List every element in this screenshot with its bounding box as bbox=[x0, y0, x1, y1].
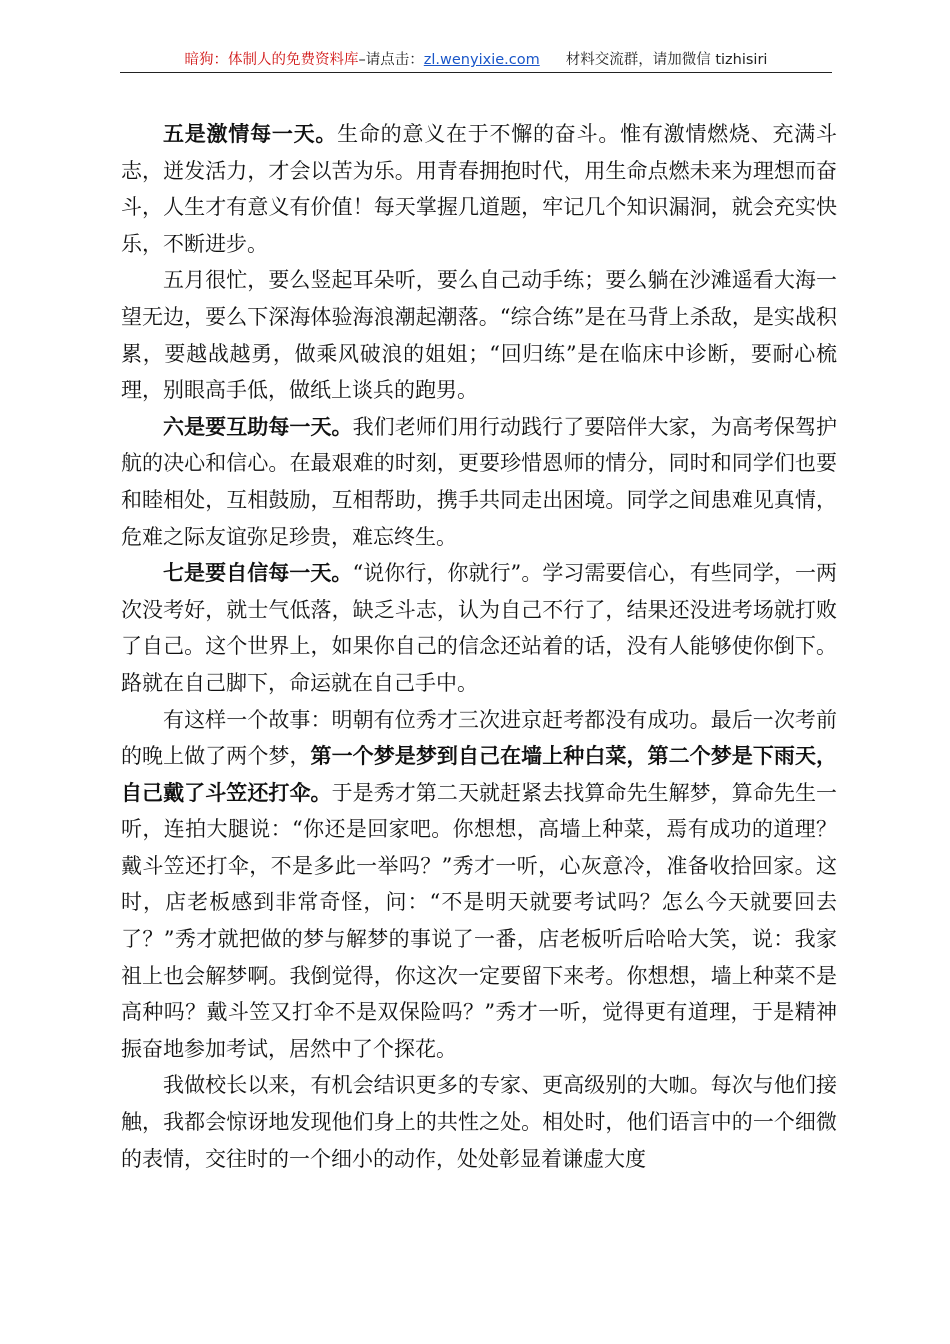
paragraph-lead: 七是要自信每一天。 bbox=[163, 560, 353, 586]
paragraph-text-post: 于是秀才第二天就赶紧去找算命先生解梦，算命先生一听，连拍大腿说：“你还是回家吧。你想想，高墙上种菜，焉有成功的道理？戴斗笠还打伞，不是多此一举吗？”秀才一听，心灰意冷，准备收拾回家。这时，店老板感到非常奇怪，问：“不是明天就要考试吗？怎么今天就要回去了？”秀才就把做的梦与解梦的事说了一番，店老板听后哈哈大笑，说：我家祖上也会解梦啊。我倒觉得，你这次一定要留下来考。你想想，墙上种菜不是高种吗？戴斗笠又打伞不是双保险吗？”秀才一听，觉得更有道理，于是精神振奋地参加考试，居然中了个探花。 bbox=[121, 780, 838, 1061]
header-prompt: –请点击： bbox=[358, 52, 424, 68]
paragraph-text: 五月很忙，要么竖起耳朵听，要么自己动手练；要么躺在沙滩遥看大海一望无边，要么下深海体验海浪潮起潮落。“综合练”是在马背上杀敌，是实战积累，要越战越勇，做乘风破浪的姐姐；“回归练”是在临床中诊断，要耐心梳理，别眼高手低，做纸上谈兵的跑男。 bbox=[121, 268, 837, 403]
paragraph-text: 我做校长以来，有机会结识更多的专家、更高级别的大咖。每次与他们接触，我都会惊讶地发现他们身上的共性之处。相处时，他们语言中的一个细微的表情，交往时的一个细小的动作，处处彰显着谦虚大度 bbox=[121, 1073, 837, 1171]
paragraph-may bbox=[121, 262, 837, 408]
paragraph-text: 生命的意义在于不懈的奋斗。惟有激情燃烧、充满斗志，迸发活力，才会以苦为乐。用青春拥抱时代，用生命点燃未来为理想而奋斗，人生才有意义有价值！每天掌握几道题，牢记几个知识漏洞，就会充实快乐，不断进步。 bbox=[121, 122, 838, 256]
paragraph-text-bold: 第一个梦是梦到自己在墙上种白菜，第二个梦是下雨天，自己戴了斗笠还打伞。 bbox=[121, 743, 837, 805]
paragraph-mutual-help bbox=[121, 409, 837, 555]
page-header bbox=[120, 48, 832, 72]
header-group-info: 材料交流群，请加微信 tizhisiri bbox=[565, 52, 768, 68]
paragraph-lead: 六是要互助每一天。 bbox=[163, 413, 353, 439]
paragraph-text: “说你行，你就行”。学习需要信心，有些同学，一两次没考好，就士气低落，缺乏斗志，认为自己不行了，结果还没进考场就打败了自己。这个世界上，如果你自己的信念还站着的话，没有人能够使你倒下。路就在自己脚下，命运就在自己手中。 bbox=[121, 561, 837, 695]
paragraph-text: 我们老师们用行动践行了要陪伴大家，为高考保驾护航的决心和信心。在最艰难的时刻，更要珍惜恩师的情分，同时和同学们也要和睦相处，互相鼓励，互相帮助，携手共同走出困境。同学之间患难见真情，危难之际友谊弥足珍贵，难忘终生。 bbox=[121, 414, 838, 549]
header-brand: 暗狗：体制人的免费资料库 bbox=[184, 52, 359, 68]
paragraph-passion bbox=[121, 116, 837, 262]
paragraph-principal bbox=[121, 1067, 837, 1177]
paragraph-lead: 五是激情每一天。 bbox=[163, 121, 338, 146]
document-body bbox=[121, 116, 837, 1177]
header-link[interactable]: zl.wenyixie.com bbox=[423, 52, 540, 68]
paragraph-story bbox=[121, 702, 837, 1068]
header-divider bbox=[120, 72, 832, 73]
paragraph-confidence bbox=[121, 555, 837, 701]
paragraph-text-pre: 有这样一个故事：明朝有位秀才三次进京赶考都没有成功。最后一次考前的晚上做了两个梦， bbox=[121, 707, 837, 769]
